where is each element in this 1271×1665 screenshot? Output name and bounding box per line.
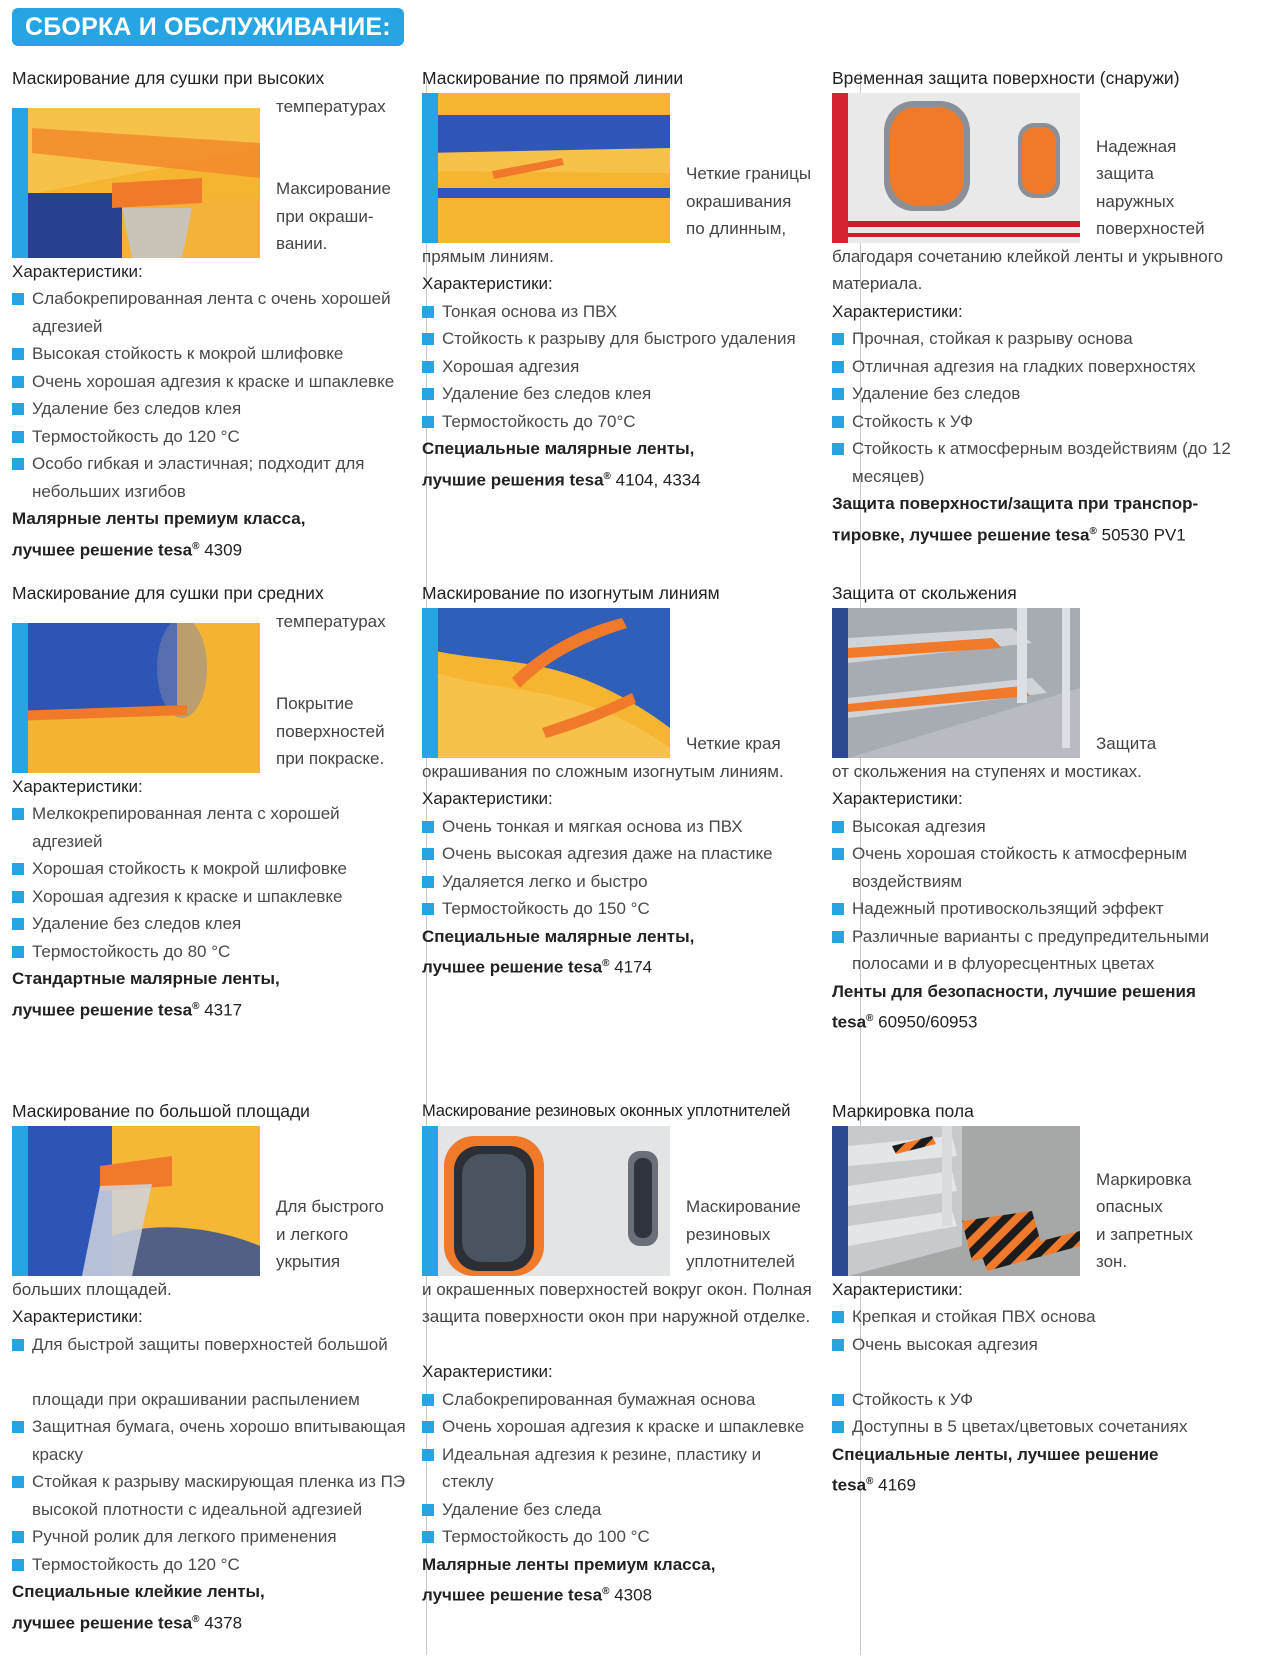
characteristics-label: Характеристики:: [832, 1279, 963, 1299]
product-card-medium-temp-masking: [12, 580, 407, 1024]
feature-item: Удаляется легко и быстро: [422, 868, 817, 896]
characteristics-label: Характеристики:: [422, 789, 553, 808]
feature-item: Термостойкость до 120 °C: [12, 1551, 407, 1579]
feature-item: Мелкокрепированная лента с хорошей адгезией: [12, 800, 407, 855]
feature-item: Высокая стойкость к мокрой шлифовке: [12, 340, 407, 368]
feature-item: Крепкая и стойкая ПВХ основа: [832, 1303, 1262, 1331]
card-description-cont: окрашивания по сложным изогнутым линиям.: [422, 761, 784, 781]
feature-item: Термостойкость до 80 °C: [12, 938, 407, 966]
feature-item: Очень тонкая и мягкая основа из ПВХ: [422, 813, 817, 841]
best-solution: Специальные малярные ленты, лучшее решение tesa® 4174: [422, 926, 695, 977]
product-card-straight-line: [422, 65, 817, 494]
card-title: Маскирование для сушки при высоких: [12, 68, 325, 88]
product-card-surface-protection: [832, 65, 1262, 549]
feature-item: Защитная бумага, очень хорошо впитывающая краску: [12, 1413, 407, 1468]
characteristics-label: Характеристики:: [12, 776, 143, 796]
product-card-window-seals: [422, 1098, 817, 1609]
characteristics-label: Характеристики:: [832, 789, 963, 808]
card-description: Маскирование резиновых уплотнителей: [686, 1197, 801, 1271]
features-list: [832, 325, 1262, 490]
surface-protection-photo: [832, 93, 1080, 243]
characteristics-label: Характеристики:: [832, 301, 963, 321]
best-solution: Специальные клейкие ленты, лучшее решение tesa® 4378: [12, 1582, 265, 1633]
feature-item: Ручной ролик для легкого применения: [12, 1523, 407, 1551]
feature-item: Стойкость к УФ: [832, 1386, 1262, 1414]
feature-item: Стойкая к разрыву маскирующая пленка из ПЭ высокой плотности с идеальной адгезией: [12, 1468, 407, 1523]
card-description: температурах Покрытие поверхностей при покраске.: [276, 611, 386, 768]
card-title: Маскирование для сушки при средних: [12, 583, 324, 603]
best-solution: Защита поверхности/защита при транспор- тировке, лучшее решение tesa® 50530 PV1: [832, 494, 1199, 545]
feature-item: Удаление без следов клея: [12, 395, 407, 423]
features-list: [422, 1386, 817, 1551]
feature-item: Очень высокая адгезия: [832, 1331, 1262, 1359]
features-list: [832, 1386, 1262, 1441]
feature-item: Доступны в 5 цветах/цветовых сочетаниях: [832, 1413, 1262, 1441]
high-temp-masking-photo: [12, 108, 260, 258]
best-solution: Специальные ленты, лучшее решение tesa® 4169: [832, 1444, 1159, 1495]
characteristics-label: Характеристики:: [422, 1362, 553, 1381]
feature-item: Различные варианты с предупредительными полосами и в флуоресцентных цветах: [832, 923, 1262, 978]
feature-item: Очень хорошая адгезия к краске и шпаклевке: [12, 368, 407, 396]
feature-item: Отличная адгезия на гладких поверхностях: [832, 353, 1262, 381]
card-description-cont: прямым линиям.: [422, 246, 554, 266]
straight-line-masking-photo: [422, 93, 670, 243]
card-description: Защита: [1096, 734, 1157, 753]
card-description-cont: больших площадей.: [12, 1279, 172, 1299]
card-title: Маскирование по большой площади: [12, 1101, 310, 1121]
features-list: [832, 813, 1262, 978]
feature-item-continuation: площади при окрашивании распылением: [32, 1389, 360, 1409]
card-title: Маскирование по прямой линии: [422, 68, 684, 88]
feature-item: Очень высокая адгезия даже на пластике: [422, 840, 817, 868]
card-description: Для быстрого и легкого укрытия: [276, 1197, 384, 1271]
section-header: СБОРКА И ОБСЛУЖИВАНИЕ:: [12, 8, 404, 46]
card-title: Маскирование по изогнутым линиям: [422, 583, 720, 603]
card-description: температурах Максирование при окраши- вании.: [276, 96, 391, 253]
card-description: Маркировка опасных и запретных зон.: [1096, 1169, 1193, 1271]
best-solution: Стандартные малярные ленты, лучшее решение tesa® 4317: [12, 969, 280, 1020]
feature-item: Прочная, стойкая к разрыву основа: [832, 325, 1262, 353]
feature-item: Хорошая адгезия к краске и шпаклевке: [12, 883, 407, 911]
large-area-masking-photo: [12, 1126, 260, 1276]
card-title: Маркировка пола: [832, 1101, 974, 1121]
features-list: [422, 813, 817, 923]
feature-item: Надежный противоскользящий эффект: [832, 895, 1262, 923]
card-description-cont: от скольжения на ступенях и мостиках.: [832, 761, 1142, 781]
card-description: Четкие края: [686, 734, 781, 753]
best-solution: Малярные ленты премиум класса, лучшее решение tesa® 4309: [12, 509, 306, 560]
feature-item: Слабокрепированная бумажная основа: [422, 1386, 817, 1414]
features-list: [12, 285, 407, 505]
feature-item: Стойкость к разрыву для быстрого удаления: [422, 325, 817, 353]
feature-item: Стойкость к атмосферным воздействиям (до 12 месяцев): [832, 435, 1262, 490]
characteristics-label: Характеристики:: [422, 274, 553, 293]
feature-item: Очень хорошая адгезия к краске и шпаклевке: [422, 1413, 817, 1441]
product-card-large-area: [12, 1098, 407, 1637]
feature-item: Термостойкость до 120 °C: [12, 423, 407, 451]
feature-item: Термостойкость до 150 °C: [422, 895, 817, 923]
card-description-cont: и окрашенных поверхностей вокруг окон. Полная защита поверхности окон при наружной отделке.: [422, 1279, 812, 1326]
features-list: [832, 1303, 1262, 1358]
feature-item: Стойкость к УФ: [832, 408, 1262, 436]
product-card-high-temp-masking: [12, 65, 407, 564]
card-description: Четкие границы окрашивания по длинным,: [686, 164, 812, 238]
feature-item: Особо гибкая и эластичная; подходит для небольших изгибов: [12, 450, 407, 505]
feature-item: Термостойкость до 100 °C: [422, 1523, 817, 1551]
characteristics-label: Характеристики:: [12, 261, 143, 281]
medium-temp-masking-photo: [12, 623, 260, 773]
card-title: Маскирование резиновых оконных уплотнителей: [422, 1102, 791, 1120]
card-title: Временная защита поверхности (снаружи): [832, 68, 1180, 88]
feature-item: Удаление без следов: [832, 380, 1262, 408]
feature-item: Удаление без следов клея: [422, 380, 817, 408]
floor-marking-photo: [832, 1126, 1080, 1276]
characteristics-label: Характеристики:: [12, 1307, 143, 1326]
best-solution: Специальные малярные ленты, лучшие решения tesa® 4104, 4334: [422, 439, 701, 490]
card-description: Надежная защита наружных поверхностей: [1096, 136, 1205, 238]
feature-item: Для быстрой защиты поверхностей большой: [12, 1331, 407, 1359]
card-title: Защита от скольжения: [832, 583, 1017, 603]
product-card-anti-slip: [832, 580, 1262, 1036]
features-list: [12, 1413, 407, 1578]
features-list: [12, 800, 407, 965]
product-card-curved-lines: [422, 580, 817, 981]
feature-item: Высокая адгезия: [832, 813, 1262, 841]
product-card-floor-marking: [832, 1098, 1262, 1499]
feature-item: Слабокрепированная лента с очень хорошей адгезией: [12, 285, 407, 340]
feature-item: Тонкая основа из ПВХ: [422, 298, 817, 326]
feature-item: Идеальная адгезия к резине, пластику и стеклу: [422, 1441, 817, 1496]
card-description-cont: благодаря сочетанию клейкой ленты и укрывного материала.: [832, 246, 1224, 293]
anti-slip-photo: [832, 608, 1080, 758]
curved-lines-masking-photo: [422, 608, 670, 758]
features-list: [422, 298, 817, 436]
best-solution: Ленты для безопасности, лучшие решения tesa® 60950/60953: [832, 981, 1196, 1032]
feature-item: Хорошая стойкость к мокрой шлифовке: [12, 855, 407, 883]
feature-item: Удаление без следа: [422, 1496, 817, 1524]
feature-item: Хорошая адгезия: [422, 353, 817, 381]
feature-item: Очень хорошая стойкость к атмосферным воздействиям: [832, 840, 1262, 895]
window-seals-photo: [422, 1126, 670, 1276]
feature-item: Термостойкость до 70°C: [422, 408, 817, 436]
best-solution: Малярные ленты премиум класса, лучшее решение tesa® 4308: [422, 1554, 716, 1605]
features-list: [12, 1331, 407, 1359]
feature-item: Удаление без следов клея: [12, 910, 407, 938]
